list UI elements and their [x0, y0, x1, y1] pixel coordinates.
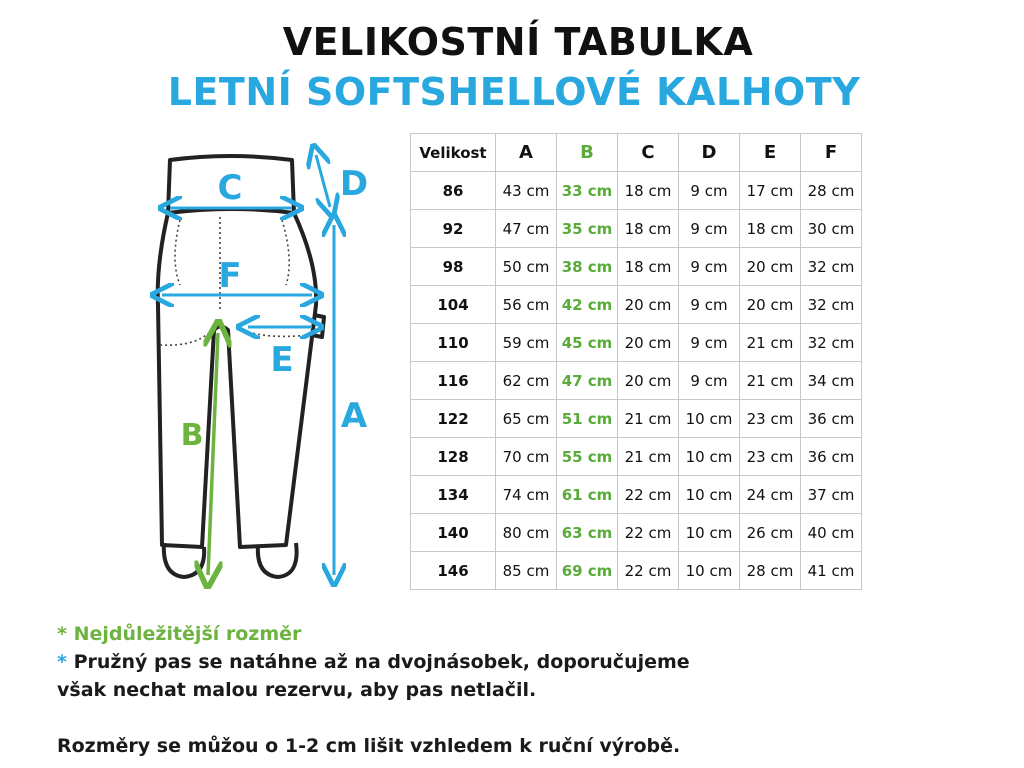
size-table [410, 133, 862, 590]
size-cell: 134 [411, 476, 496, 514]
measure-cell: 21 cm [618, 400, 679, 438]
table-header-row [411, 134, 862, 172]
header-f: F [801, 134, 862, 172]
size-cell: 110 [411, 324, 496, 362]
notes-block [57, 620, 690, 760]
measure-cell: 9 cm [679, 210, 740, 248]
measure-cell: 17 cm [740, 172, 801, 210]
measure-cell: 69 cm [557, 552, 618, 590]
measure-cell: 32 cm [801, 286, 862, 324]
header-e: E [740, 134, 801, 172]
page-subtitle: LETNÍ SOFTSHELLOVÉ KALHOTY [167, 70, 861, 114]
label-b: B [180, 418, 204, 453]
pants-outline [158, 156, 324, 577]
measure-cell: 56 cm [496, 286, 557, 324]
table-row [411, 248, 862, 286]
measure-cell: 51 cm [557, 400, 618, 438]
size-cell: 116 [411, 362, 496, 400]
header-velikost: Velikost [411, 134, 496, 172]
measure-cell: 18 cm [618, 210, 679, 248]
label-d: D [339, 164, 369, 204]
measure-cell: 9 cm [679, 362, 740, 400]
measure-cell: 36 cm [801, 400, 862, 438]
measure-cell: 18 cm [740, 210, 801, 248]
size-cell: 122 [411, 400, 496, 438]
measure-cell: 22 cm [618, 476, 679, 514]
measure-cell: 9 cm [679, 324, 740, 362]
table-row [411, 324, 862, 362]
measure-cell: 10 cm [679, 400, 740, 438]
note-important: * Nejdůležitější rozměr [57, 623, 302, 645]
table-row [411, 476, 862, 514]
size-cell: 98 [411, 248, 496, 286]
size-cell: 128 [411, 438, 496, 476]
measure-cell: 10 cm [679, 552, 740, 590]
note-variation: Rozměry se můžou o 1-2 cm lišit vzhledem k ruční výrobě. [57, 735, 681, 757]
measure-cell: 40 cm [801, 514, 862, 552]
measure-cell: 32 cm [801, 324, 862, 362]
measure-cell: 80 cm [496, 514, 557, 552]
arrow-d [316, 155, 330, 207]
label-e: E [270, 340, 294, 380]
measure-cell: 9 cm [679, 172, 740, 210]
measure-cell: 26 cm [740, 514, 801, 552]
measure-cell: 10 cm [679, 476, 740, 514]
table-row [411, 362, 862, 400]
measure-cell: 21 cm [740, 324, 801, 362]
measure-cell: 28 cm [740, 552, 801, 590]
measure-cell: 62 cm [496, 362, 557, 400]
size-cell: 140 [411, 514, 496, 552]
measure-cell: 28 cm [801, 172, 862, 210]
table-row [411, 172, 862, 210]
measure-cell: 50 cm [496, 248, 557, 286]
table-row [411, 514, 862, 552]
measure-cell: 9 cm [679, 248, 740, 286]
measure-cell: 33 cm [557, 172, 618, 210]
measure-cell: 20 cm [618, 324, 679, 362]
measure-cell: 20 cm [618, 362, 679, 400]
measure-cell: 43 cm [496, 172, 557, 210]
measure-cell: 41 cm [801, 552, 862, 590]
measure-cell: 10 cm [679, 438, 740, 476]
table-row [411, 438, 862, 476]
measure-cell: 20 cm [618, 286, 679, 324]
measure-cell: 61 cm [557, 476, 618, 514]
measure-cell: 63 cm [557, 514, 618, 552]
pants-diagram [140, 135, 380, 595]
measure-cell: 85 cm [496, 552, 557, 590]
header-d: D [679, 134, 740, 172]
note-elastic-line2: však nechat malou rezervu, aby pas netlačil. [57, 679, 537, 701]
table-row [411, 210, 862, 248]
note-elastic-line1: * Pružný pas se natáhne až na dvojnásobek, doporučujeme [57, 651, 690, 673]
label-c: C [217, 168, 243, 208]
measure-cell: 21 cm [618, 438, 679, 476]
measure-cell: 45 cm [557, 324, 618, 362]
table-row [411, 400, 862, 438]
measure-cell: 21 cm [740, 362, 801, 400]
measure-cell: 70 cm [496, 438, 557, 476]
measure-cell: 9 cm [679, 286, 740, 324]
measure-cell: 37 cm [801, 476, 862, 514]
measure-cell: 34 cm [801, 362, 862, 400]
table-row [411, 552, 862, 590]
measure-cell: 18 cm [618, 248, 679, 286]
measure-cell: 10 cm [679, 514, 740, 552]
size-cell: 86 [411, 172, 496, 210]
header-c: C [618, 134, 679, 172]
measure-cell: 20 cm [740, 248, 801, 286]
page-title: VELIKOSTNÍ TABULKA [282, 20, 754, 64]
measure-cell: 74 cm [496, 476, 557, 514]
size-cell: 146 [411, 552, 496, 590]
measure-cell: 35 cm [557, 210, 618, 248]
measure-cell: 32 cm [801, 248, 862, 286]
label-a: A [340, 396, 368, 436]
measure-cell: 59 cm [496, 324, 557, 362]
measure-cell: 38 cm [557, 248, 618, 286]
size-cell: 92 [411, 210, 496, 248]
measure-cell: 30 cm [801, 210, 862, 248]
measure-cell: 23 cm [740, 400, 801, 438]
size-cell: 104 [411, 286, 496, 324]
measure-cell: 47 cm [557, 362, 618, 400]
measure-cell: 42 cm [557, 286, 618, 324]
measure-cell: 65 cm [496, 400, 557, 438]
measure-cell: 20 cm [740, 286, 801, 324]
measure-cell: 55 cm [557, 438, 618, 476]
label-f: F [218, 256, 242, 296]
measure-cell: 24 cm [740, 476, 801, 514]
header-a: A [496, 134, 557, 172]
measure-cell: 36 cm [801, 438, 862, 476]
measure-cell: 18 cm [618, 172, 679, 210]
table-row [411, 286, 862, 324]
measure-cell: 47 cm [496, 210, 557, 248]
measure-cell: 22 cm [618, 514, 679, 552]
measure-cell: 22 cm [618, 552, 679, 590]
header-b: B [557, 134, 618, 172]
measure-cell: 23 cm [740, 438, 801, 476]
